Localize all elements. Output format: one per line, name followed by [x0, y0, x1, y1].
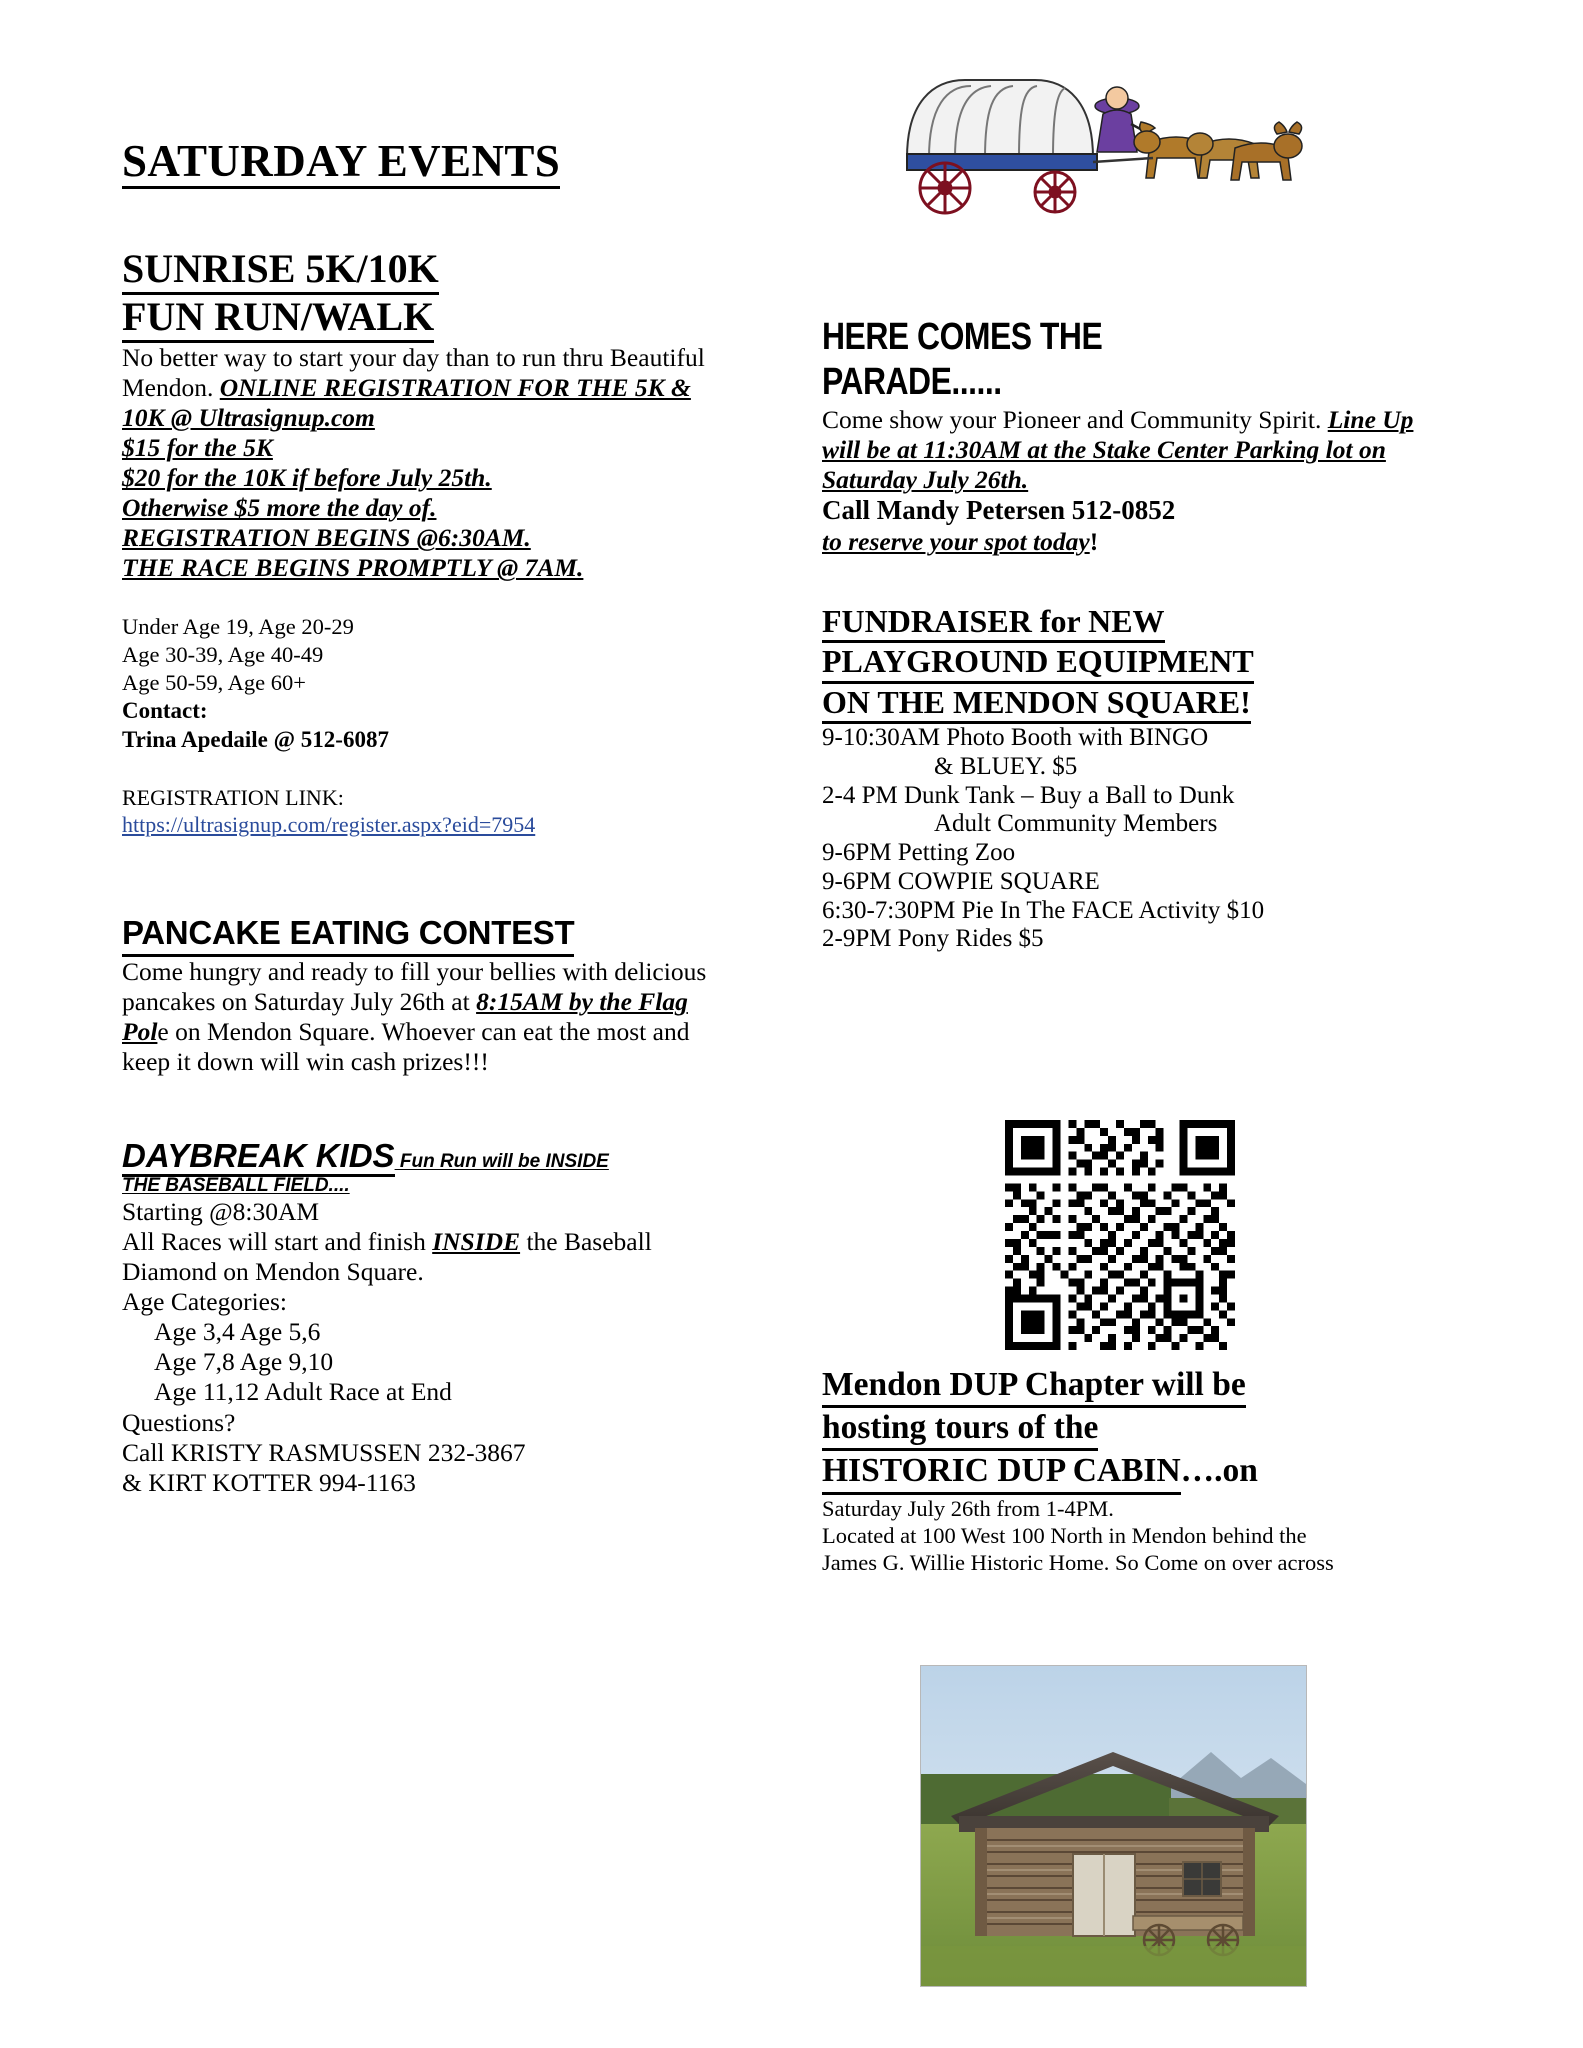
sunrise-emph-4: Otherwise $5 more the day of.: [122, 493, 437, 523]
section-pancake-contest: [122, 914, 732, 1077]
sunrise-contact-name: Trina Apedaile @ 512-6087: [122, 726, 389, 752]
daybreak-questions: Questions?: [122, 1407, 236, 1437]
parade-body-pre: Come show your Pioneer and Community Spirit.: [822, 404, 1328, 434]
daybreak-details: [122, 1197, 732, 1317]
age-row: Age 50-59, Age 60+: [122, 670, 306, 696]
daybreak-races-emph: INSIDE: [432, 1227, 521, 1257]
dup-body-line: Located at 100 West 100 North in Mendon behind the: [822, 1522, 1307, 1548]
parade-body-emph: Line Up will be at 11:30AM at the Stake Center Parking lot on Saturday July 26th.: [822, 404, 1414, 494]
registration-link[interactable]: https://ultrasignup.com/register.aspx?eid=7954: [122, 811, 536, 837]
section-daybreak-kids: [122, 1137, 732, 1498]
dup-heading: [822, 1365, 1442, 1495]
fundraiser-heading-line2: PLAYGROUND EQUIPMENT: [822, 643, 1254, 683]
dup-body: [822, 1495, 1442, 1576]
daybreak-age-row: Age 3,4 Age 5,6: [154, 1317, 321, 1347]
section-dup-cabin: [822, 1365, 1442, 1576]
sunrise-contact-label: Contact:: [122, 698, 208, 724]
daybreak-contact-1: Call KRISTY RASMUSSEN 232-3867: [122, 1437, 526, 1467]
fundraiser-item: 2-4 PM Dunk Tank – Buy a Ball to Dunk: [822, 781, 1235, 809]
fundraiser-item: Adult Community Members: [934, 810, 1218, 838]
parade-body: [822, 405, 1432, 557]
daybreak-races-pre: All Races will start and finish: [122, 1227, 433, 1257]
daybreak-age-row: Age 11,12 Adult Race at End: [154, 1377, 452, 1407]
daybreak-contact: [122, 1408, 732, 1498]
fundraiser-item: 6:30-7:30PM Pie In The FACE Activity $10: [822, 896, 1265, 924]
dup-body-line: James G. Willie Historic Home. So Come on over across: [822, 1549, 1334, 1575]
sunrise-emph-3: $20 for the 10K if before July 25th.: [122, 463, 492, 493]
daybreak-heading-block: [122, 1137, 732, 1197]
fundraiser-items: [822, 724, 1432, 954]
sunrise-heading: [122, 247, 732, 343]
parade-call-line: Call Mandy Petersen 512-0852: [822, 494, 1176, 525]
pancake-body: [122, 957, 732, 1077]
daybreak-heading-sub2: THE BASEBALL FIELD....: [122, 1174, 350, 1196]
daybreak-races-post: the Baseball Diamond on Mendon Square.: [122, 1227, 652, 1287]
age-row: Age 30-39, Age 40-49: [122, 642, 324, 668]
parade-reserve-post: !: [1089, 526, 1099, 556]
daybreak-contact-2: & KIRT KOTTER 994-1163: [122, 1467, 416, 1497]
historic-cabin-photo: [920, 1665, 1307, 1987]
right-column: [822, 315, 1432, 954]
pancake-body-part2: e on Mendon Square. Whoever can eat the most and keep it down will win cash prizes!!!: [122, 1016, 690, 1076]
sunrise-heading-line2: FUN RUN/WALK: [122, 295, 434, 343]
sunrise-intro-plain: No better way to start your day than to run thru Beautiful Mendon.: [122, 342, 705, 402]
sunrise-emph-5: REGISTRATION BEGINS @6:30AM.: [122, 523, 531, 553]
qr-code: [1005, 1120, 1235, 1350]
pancake-body-part1: Come hungry and ready to fill your bellies with delicious pancakes on Saturday July 26th at: [122, 956, 707, 1016]
page-title: SATURDAY EVENTS: [122, 138, 560, 189]
section-parade: [822, 315, 1432, 557]
daybreak-heading-sub1: Fun Run will be INSIDE: [394, 1150, 609, 1172]
daybreak-heading: DAYBREAK KIDS: [122, 1137, 395, 1177]
fundraiser-item: 2-9PM Pony Rides $5: [822, 925, 1044, 953]
sunrise-intro: [122, 343, 732, 584]
fundraiser-heading: [822, 603, 1432, 724]
dup-heading-line3: HISTORIC DUP CABIN: [822, 1451, 1181, 1494]
sunrise-heading-line1: SUNRISE 5K/10K: [122, 247, 439, 295]
pancake-body-emph: 8:15AM by the Flag Pol: [122, 986, 688, 1046]
dup-heading-trail: ….on: [1180, 1452, 1258, 1490]
fundraiser-heading-line1: FUNDRAISER for NEW: [822, 603, 1165, 643]
dup-heading-line1: Mendon DUP Chapter will be: [822, 1365, 1246, 1408]
left-column: [122, 138, 732, 1498]
daybreak-age-label: Age Categories:: [122, 1287, 287, 1317]
daybreak-age-categories: [122, 1317, 732, 1407]
parade-heading-line2: PARADE......: [822, 360, 1002, 403]
fundraiser-item: 9-10:30AM Photo Booth with BINGO: [822, 724, 1209, 752]
parade-reserve-emph: to reserve your spot today: [822, 526, 1090, 556]
daybreak-age-row: Age 7,8 Age 9,10: [154, 1347, 334, 1377]
section-sunrise-run: [122, 247, 732, 837]
age-row: Under Age 19, Age 20-29: [122, 614, 354, 640]
dup-body-line: Saturday July 26th from 1-4PM.: [822, 1495, 1114, 1521]
pancake-heading: PANCAKE EATING CONTEST: [122, 914, 574, 957]
sunrise-emph-1: ONLINE REGISTRATION FOR THE 5K & 10K @ Ultrasignup.com: [122, 372, 691, 432]
parade-heading-line1: HERE COMES THE: [822, 316, 1103, 358]
sunrise-emph-6: THE RACE BEGINS PROMPTLY @ 7AM.: [122, 553, 584, 583]
fundraiser-item: & BLUEY. $5: [934, 752, 1078, 780]
section-fundraiser: [822, 603, 1432, 954]
fundraiser-item: 9-6PM Petting Zoo: [822, 839, 1016, 867]
fundraiser-heading-line3: ON THE MENDON SQUARE!: [822, 684, 1251, 724]
dup-heading-line2: hosting tours of the: [822, 1408, 1098, 1451]
sunrise-emph-2: $15 for the 5K: [122, 433, 273, 463]
fundraiser-item: 9-6PM COWPIE SQUARE: [822, 867, 1100, 895]
registration-link-label: REGISTRATION LINK:: [122, 785, 344, 811]
sunrise-age-categories: [122, 613, 732, 697]
daybreak-start-time: Starting @8:30AM: [122, 1196, 320, 1226]
covered-wagon-illustration: [885, 62, 1305, 227]
